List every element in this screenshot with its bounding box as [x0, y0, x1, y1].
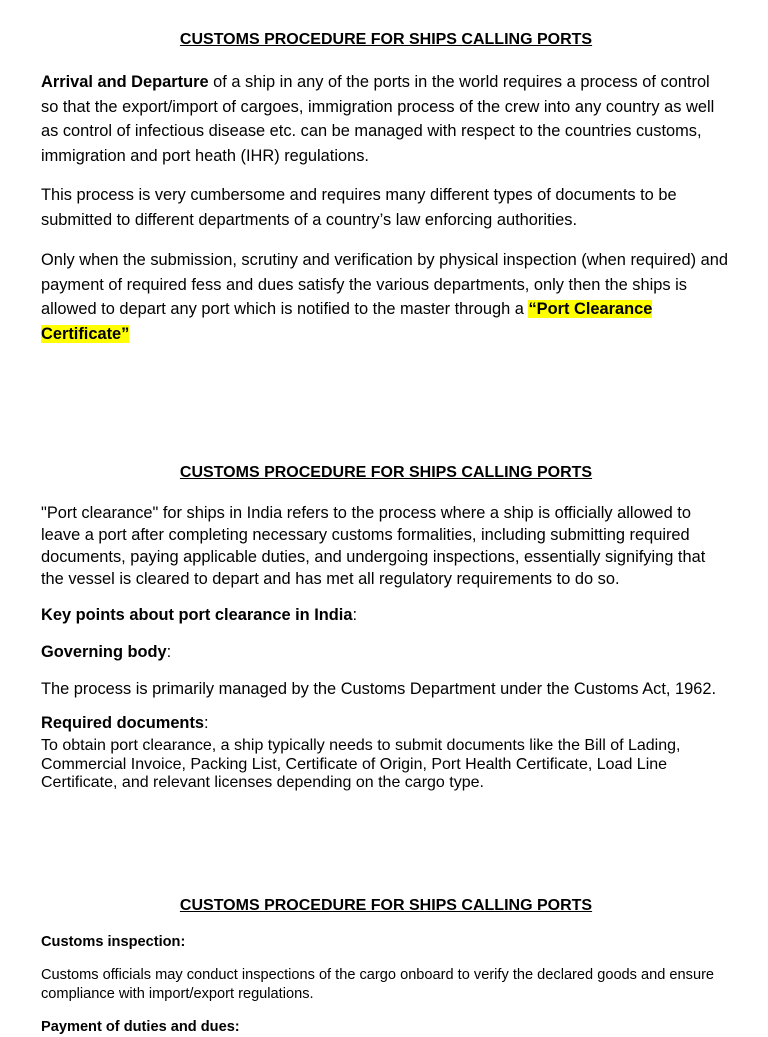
arrival-departure-text: of a ship in any of the ports in the world requires a process of control so that the export/import of cargoes, immigration process of the crew into any country as well as control of infectious disease etc. can be managed with respect to the countries customs, immigration and port heath (IHR) regulations.	[41, 73, 715, 165]
section-2	[41, 463, 731, 793]
port-clearance-intro: "Port clearance" for ships in India refers to the process where a ship is officially allowed to leave a port after completing necessary customs formalities, including submitting required documents, paying applicable duties, and undergoing inspections, essentially signifying that the vessel is cleared to depart and has met all regulatory requirements to do so.	[41, 504, 706, 588]
required-documents-colon: :	[204, 714, 209, 732]
key-points-line	[41, 604, 731, 626]
section-3	[41, 896, 731, 1037]
governing-body-text: The process is primarily managed by the Customs Department under the Customs Act, 1962.	[41, 680, 717, 698]
key-points-colon: :	[352, 606, 358, 624]
governing-body-colon: :	[166, 643, 172, 661]
governing-body-label: Governing body	[41, 643, 167, 661]
submission-paragraph	[41, 248, 731, 346]
customs-inspection-text: Customs officials may conduct inspections of the cargo onboard to verify the declared goods and ensure compliance with import/export regulations.	[41, 967, 715, 1002]
section-1-heading: CUSTOMS PROCEDURE FOR SHIPS CALLING PORTS	[179, 31, 593, 48]
key-points-label: Key points about port clearance in India	[41, 606, 353, 624]
arrival-departure-bold: Arrival and Departure	[41, 73, 209, 91]
submission-text: Only when the submission, scrutiny and verification by physical inspection (when required) and payment of required fess and dues satisfy the various departments, only then the ships is allowed to depart any port which is notified to the master through a	[41, 251, 728, 318]
section-2-heading: CUSTOMS PROCEDURE FOR SHIPS CALLING PORTS	[179, 464, 593, 481]
governing-body-line	[41, 641, 731, 663]
section-1	[41, 30, 731, 346]
port-clearance-certificate-highlight: “Port Clearance Certificate”	[41, 300, 653, 343]
arrival-departure-paragraph	[41, 70, 731, 168]
customs-inspection-label: Customs inspection:	[41, 934, 186, 950]
section-3-heading: CUSTOMS PROCEDURE FOR SHIPS CALLING PORTS	[179, 897, 593, 914]
required-documents-text: To obtain port clearance, a ship typically needs to submit documents like the Bill of Lading, Commercial Invoice, Packing List, Certificate of Origin, Port Health Certificate, Load Line Certificate, and relevant licenses depending on the cargo type.	[41, 737, 681, 791]
required-documents-label: Required documents	[41, 714, 205, 732]
required-documents-line	[41, 712, 731, 734]
payment-duties-label: Payment of duties and dues:	[41, 1019, 240, 1035]
cumbersome-paragraph: This process is very cumbersome and requires many different types of documents to be submitted to different departments of a country’s law enforcing authorities.	[41, 186, 677, 229]
